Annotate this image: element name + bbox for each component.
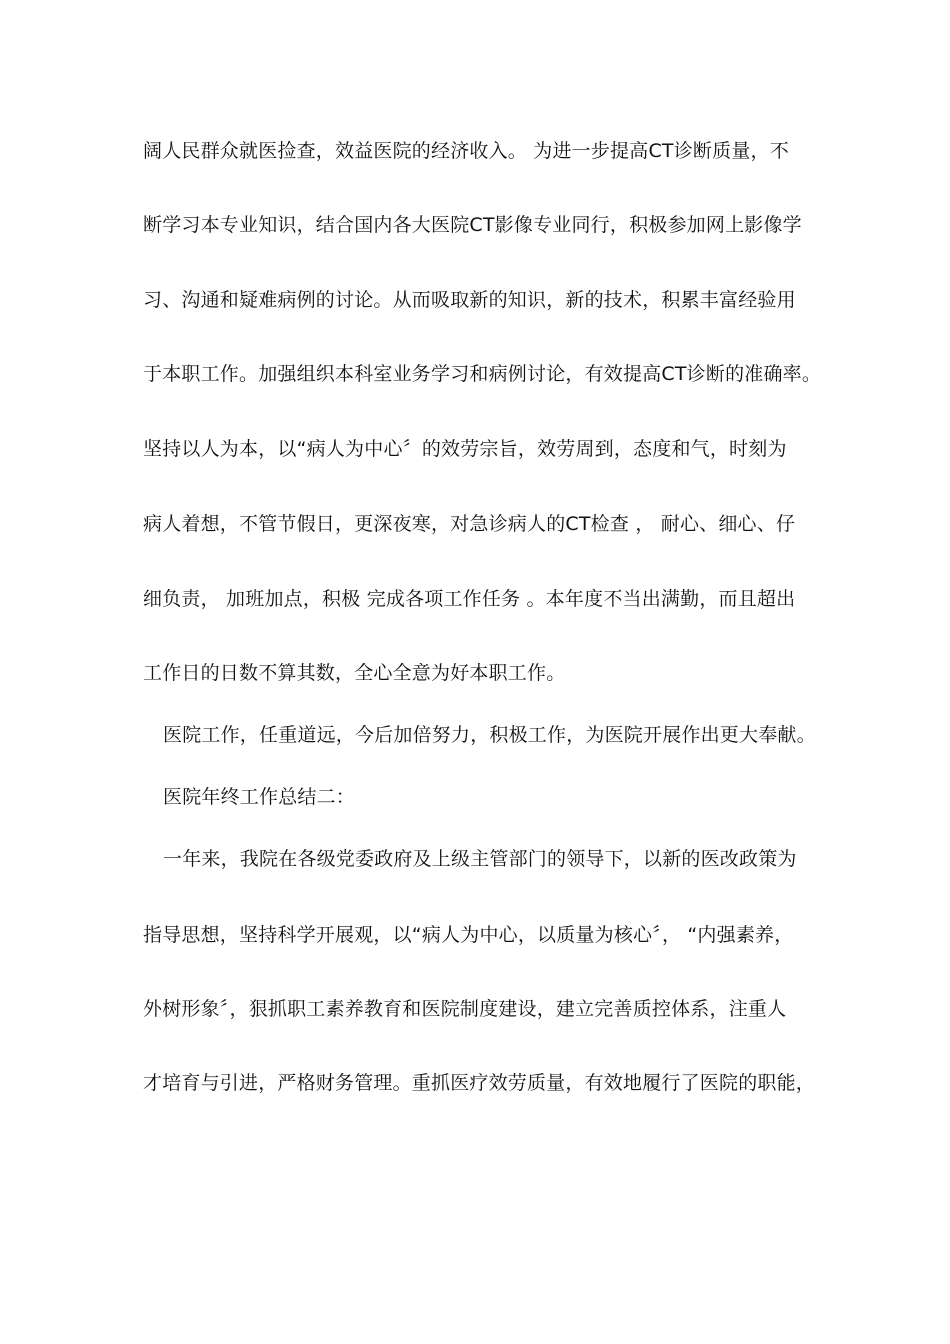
- text-line-6: 病人着想，不管节假日，更深夜寒，对急诊病人的CT检查 ， 耐心、细心、仔: [143, 513, 796, 535]
- text-line-3: 习、沟通和疑难病例的讨论。从而吸取新的知识，新的技术，积累丰富经验用: [143, 289, 796, 311]
- text-line-11: 一年来，我院在各级党委政府及上级主管部门的领导下，以新的医改政策为: [163, 848, 797, 870]
- text-line-9: 医院工作，任重道远，今后加倍努力，积极工作，为医院开展作出更大奉献。: [163, 724, 816, 746]
- text-line-1: 阔人民群众就医捡查，效益医院的经济收入。 为进一步提高CT诊断质量，不: [143, 140, 789, 162]
- text-line-7: 细负责， 加班加点，积极 完成各项工作任务 。本年度不当出满勤，而且超出: [143, 588, 796, 610]
- text-line-2: 断学习本专业知识，结合国内各大医院CT影像专业同行，积极参加网上影像学: [143, 214, 802, 236]
- text-line-12: 指导思想，坚持科学开展观，以“病人为中心，以质量为核心〞， “内强素养，: [143, 924, 794, 946]
- text-line-5: 坚持以人为本，以“病人为中心〞的效劳宗旨，效劳周到，态度和气，时刻为: [143, 438, 787, 460]
- text-line-8: 工作日的日数不算其数，全心全意为好本职工作。: [143, 662, 566, 684]
- text-line-13: 外树形象〞，狠抓职工素养教育和医院制度建设，建立完善质控体系，注重人: [143, 998, 787, 1020]
- section-heading: 医院年终工作总结二：: [163, 786, 356, 808]
- text-line-4: 于本职工作。加强组织本科室业务学习和病例讨论，有效提高CT诊断的准确率。: [143, 363, 822, 385]
- text-line-14: 才培育与引进，严格财务管理。重抓医疗效劳质量，有效地履行了医院的职能，: [143, 1072, 816, 1094]
